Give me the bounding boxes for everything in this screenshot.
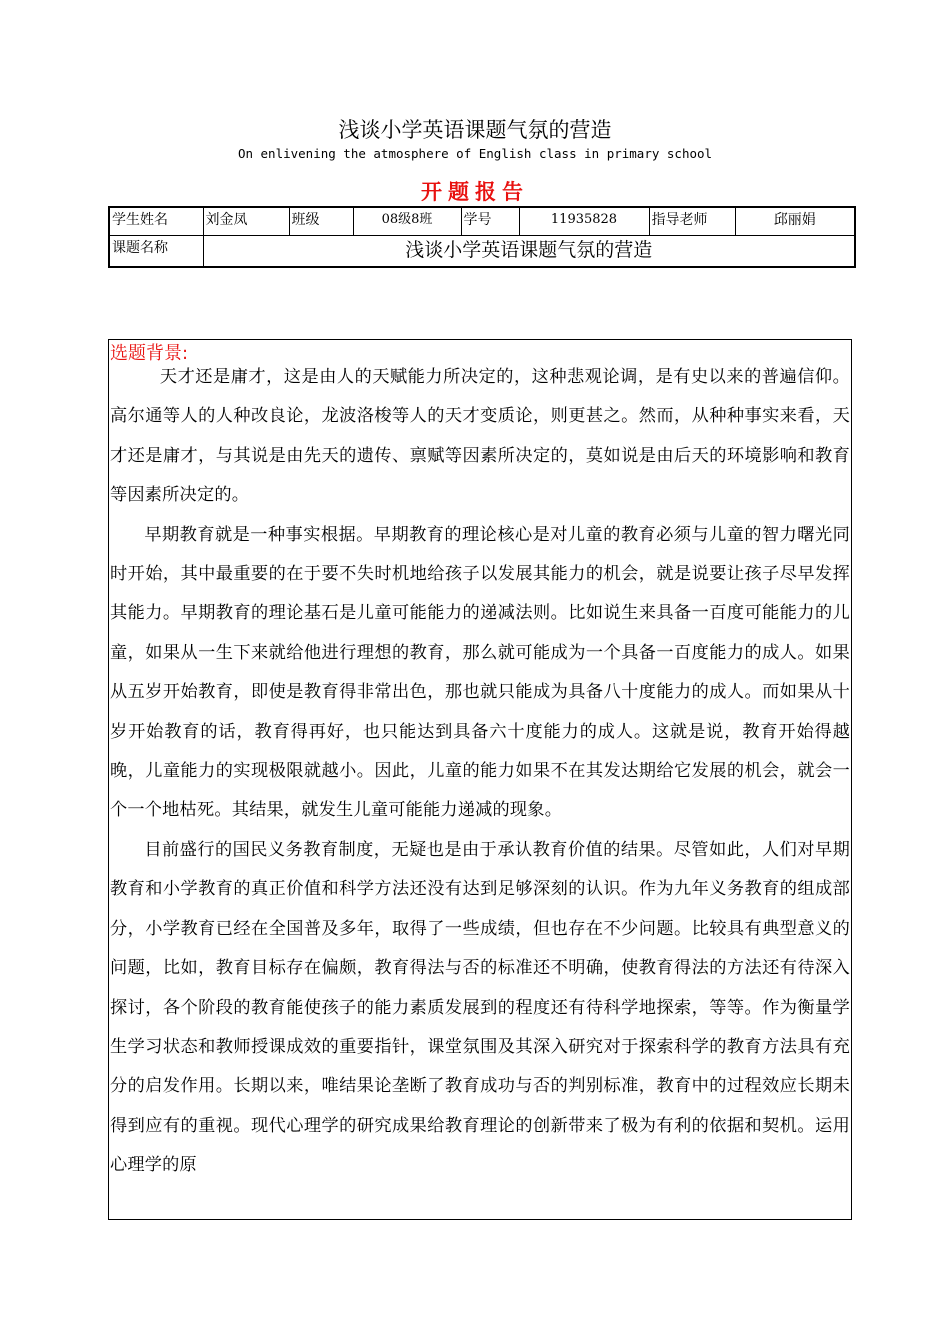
student-name-value: 刘金凤 [203, 207, 289, 236]
class-label: 班级 [289, 207, 353, 236]
report-title: 开题报告 [421, 180, 529, 204]
student-id-value: 11935828 [519, 207, 649, 236]
background-section [108, 339, 852, 1220]
info-row-student [109, 207, 855, 236]
student-id-label: 学号 [461, 207, 519, 236]
info-table [108, 206, 856, 268]
topic-label: 课题名称 [109, 236, 203, 268]
topic-value: 浅谈小学英语课题气氛的营造 [203, 236, 855, 268]
document-title: 浅谈小学英语课题气氛的营造 [338, 118, 612, 142]
background-paragraph-1: 天才还是庸才，这是由人的天赋能力所决定的，这种悲观论调，是有史以来的普遍信仰。高尔通等人的人种改良论，龙波洛梭等人的天才变质论，则更甚之。然而，从种种事实来看，天才还是庸才，与其说是由先天的遗传、禀赋等因素所决定的，莫如说是由后天的环境影响和教育等因素所决定的。 [110, 367, 850, 506]
class-value: 08级8班 [353, 207, 461, 236]
document-title-english: On enlivening the atmosphere of English class in primary school [237, 146, 713, 161]
background-paragraph-2: 早期教育就是一种事实根据。早期教育的理论核心是对儿童的教育必须与儿童的智力曙光同时开始，其中最重要的在于要不失时机地给孩子以发展其能力的机会，就是说要让孩子尽早发挥其能力。早期教育的理论基石是儿童可能能力的递减法则。比如说生来具备一百度可能能力的儿童，如果从一生下来就给他进行理想的教育，那么就可能成为一个具备一百度能力的成人。如果从五岁开始教育，即使是教育得非常出色，那也就只能成为具备八十度能力的成人。而如果从十岁开始教育的话，教育得再好，也只能达到具备六十度能力的成人。这就是说，教育开始得越晚，儿童能力的实现极限就越小。因此，儿童的能力如果不在其发达期给它发展的机会，就会一个一个地枯死。其结果，就发生儿童可能能力递减的现象。 [110, 524, 850, 821]
advisor-value: 邱丽娟 [735, 207, 855, 236]
info-row-topic [109, 236, 855, 268]
background-paragraph-3: 目前盛行的国民义务教育制度，无疑也是由于承认教育价值的结果。尽管如此，人们对早期教育和小学教育的真正价值和科学方法还没有达到足够深刻的认识。作为九年义务教育的组成部分，小学教育已经在全国普及多年，取得了一些成绩，但也存在不少问题。比较具有典型意义的问题，比如，教育目标存在偏颇，教育得法与否的标准还不明确，使教育得法的方法还有待深入探讨，各个阶段的教育能使孩子的能力素质发展到的程度还有待科学地探索，等等。作为衡量学生学习状态和教师授课成效的重要指针，课堂氛围及其深入研究对于探索科学的教育方法具有充分的启发作用。长期以来，唯结果论垄断了教育成功与否的判别标准，教育中的过程效应长期未得到应有的重视。现代心理学的研究成果给教育理论的创新带来了极为有利的依据和契机。运用心理学的原 [110, 839, 850, 1176]
student-name-label: 学生姓名 [109, 207, 203, 236]
advisor-label: 指导老师 [649, 207, 735, 236]
background-heading: 选题背景: [110, 343, 189, 364]
